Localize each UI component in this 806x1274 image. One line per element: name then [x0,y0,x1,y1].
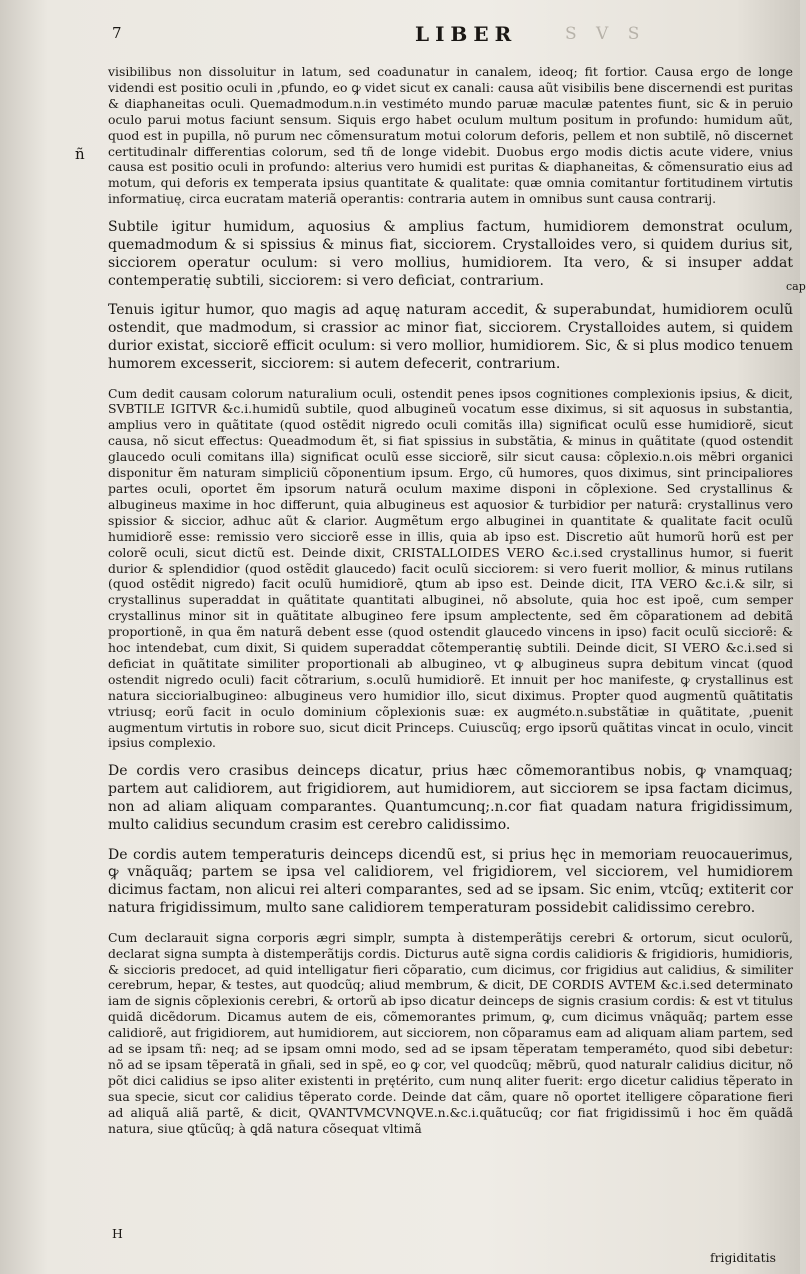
text-block [108,58,793,1208]
folio-number: 7 [112,24,122,42]
running-title: LIBER [415,22,518,46]
paragraph-text-2: Tenuis igitur humor, quo magis ad aquę naturam accedit, & superabundat, humidiorem oculũ ostendit, que madmodum, si crassior ac minor fiat, sicciorem. Crystalloides autem, si quidem durior existat, sicciorẽ efficit oculum: si vero mollior, humidiorem. Sic, & si plus modico tenuem humorem excesserit, sicciorem: si autem defecerit, contrarium. [108,302,793,372]
signature-mark: H [112,1226,123,1241]
paragraph-commentary-1: visibilibus non dissoluitur in latum, sed coadunatur in canalem, ideoq; fit fortior. Causa ergo de longe videndi est positio oculi in ,pfundo, eo ꝙ videt sicut ex canali: causa aũt visibilis bene discernendi est puritas & diaphaneitas oculi. Quemadmodum.n.in vestiméto mundo paruæ maculæ patentes fiunt, sic & in peruio oculo parui motus faciunt sensum. Siquis ergo habet oculum multum positum in profundo: humidum aũt, quod est in pupilla, nõ purum nec cõmensuratum motui colorum deforis, pellem et non subtilẽ, nõ discernet certitudinalr differentias colorum, sed tñ de longe videbit. Duobus ergo modis dictis acute videre, vnius causa est positio oculi in profundo: alterius vero humidi est puritas & diaphaneitas, & cõmensuratio eius ad motum, qui deforis ex temperata ipsius quantitate & qualitate: quæ omnia comitantur fortitudinem virtutis informatiuę, circa eucratam materiã operantis: contraria autem in omnibus sunt causa contrarij. [108,64,793,207]
margin-mark-left: ñ [75,145,85,163]
margin-note-right: cap [786,280,806,293]
running-header [0,22,800,52]
paragraph-text-1: Subtile igitur humidum, aquosius & amplius factum, humidiorem demonstrat oculum, quemadmodum & si spissius & minus fiat, sicciorem. Crystalloides vero, si quidem durius sit, sicciorem operatur oculum: si vero mollius, humidiorem. Ita vero, & si insuper addat contemperatię subtili, sicciorem: si vero deficiat, contrarium. [108,219,793,289]
paragraph-text-4: De cordis autem temperaturis deinceps dicendũ est, si prius hęc in memoriam reuocauerimus, ꝙ vnãquãq; partem se ipsa vel calidiorem, vel frigidiorem, vel sicciorem, vel humidiorem dicimus factam, non alicui rei alteri comparantes, sed ad se ipsam. Sic enim, vtcũq; extiterit cor natura frigidissimum, multo sane calidiorem temperaturam possidebit calidissimo cerebro. [108,846,793,916]
paragraph-text-3: De cordis vero crasibus deinceps dicatur, prius hæc cõmemorantibus nobis, ꝙ vnamquaq; partem aut calidiorem, aut frigidiorem, aut humidiorem, aut sicciorem se ipsa factam dicimus, non ad aliam aliquam comparantes. Quantumcunq;.n.cor fiat quadam natura frigidissimum, multo calidius secundum crasim est cerebro calidissimo. [108,763,793,833]
paragraph-commentary-3: Cum declarauit signa corporis ægri simplr, sumpta à distemperãtijs cerebri & ortorum, sicut oculorũ, declarat signa sumpta à distemperãtijs cordis. Dicturus autẽ signa cordis calidioris & frigidioris, humidioris, & siccioris predocet, ad quid intelligatur fieri cõparatio, cum dicimus, cor frigidius aut calidius, & similiter cerebrum, hepar, & testes, aut quodcũq; aliud membrum, & dicit, DE CORDIS AVTEM &c.i.sed determinato iam de signis cõplexionis cerebri, & ortorũ ab ipso dicatur deinceps de signis crasium cordis: & est vt titulus quidã dicẽdorum. Dicamus autem de eis, cõmemorantes primum, ꝙ, cum dicimus vnãquãq; partem esse calidiorẽ, aut frigidiorem, aut humidiorem, aut sicciorem, non cõparamus eam ad aliquam aliam partem, sed ad se ipsam tñ: neq; ad se ipsam omni modo, sed ad se ipsam tẽperatam temperaméto, quod sibi debetur: nõ ad se ipsam tẽperatã in gñali, sed in spẽ, eo ꝙ cor, vel quodcũq; mẽbrũ, quod naturalr calidius dicitur, nõ põt dici calidius se ipso aliter existenti in prętérito, cum nunq aliter fuerit: ergo dicetur calidius tẽperato in sua specie, sicut cor calidius tẽperato corde. Deinde dat cãm, quare nõ oportet itelligere cõparatione fieri ad aliquã aliã partẽ, & dicit, QVANTVMCVNQVE.n.&c.i.quãtucũq; cor fiat frigidissimũ i hoc ẽm quãdã natura, siue ꝗtũcũq; à ꝗdã natura cõsequat vltimã [108,929,793,1136]
paragraph-commentary-2: Cum dedit causam colorum naturalium oculi, ostendit penes ipsos cognitiones complexionis ipsius, & dicit, SVBTILE IGITVR &c.i.humidũ subtile, quod albugineũ vocatum esse diximus, si sit aquosus in substantia, amplius vero in quãtitate (quod ostẽdit nigredo oculi comitãs illa) significat oculũ esse humidiorẽ, sicut causa, nõ sicut effectus: Queadmodum ẽt, si fiat spissius in substãtia, & minus in quãtitate (quod ostendit glaucedo oculi comitans illa) significat oculũ esse sicciorẽ, silr sicut causa: cõplexio.n.ois mẽbri organici disponitur ẽm naturam simpliciũ cõponentium ipsum. Ergo, cũ humores, quos diximus, sint principaliores partes oculi, oportet ẽm ipsorum naturã oculum maxime disponi in cõplexione. Sed crystallinus & albugineus maxime in hoc differunt, quia albugineus est aquosior & turbidior per naturã: crystallinus vero spissior & siccior, adhuc aũt & clarior. Augmẽtum ergo albuginei in quantitate & qualitate facit oculũ humidiorẽ esse: remissio vero sicciorẽ esse in illis, quia ab ipso est. Discretio aũt humorũ horũ est per colorẽ oculi, sicut dictũ est. Deinde dixit, CRISTALLOIDES VERO &c.i.sed crystallinus humor, si fuerit durior & splendidior (quod ostẽdit glaucedo) facit oculũ sicciorem: si vero fuerit mollior, & minus rutilans (quod ostẽdit nigredo) facit oculũ humidiorẽ, ꝗtum ab ipso est. Deinde dicit, ITA VERO &c.i.& silr, si crystallinus superaddat in quãtitate quantitati albuginei, nõ absolute, quia hoc est ipoẽ, cum semper crystallinus minor sit in quãtitate albugineo fere ipsum amplectente, sed ẽm cõparationem ad debitã proportionẽ, in qua ẽm naturã debent esse (quod ostendit glaucedo vincens in ipso) facit oculũ sicciorẽ: & hoc intendebat, cum dixit, Si quidem superaddat cõtemperantię subtili. Deinde dicit, SI VERO &c.i.sed si deficiat in quãtitate similiter proportionali ab albugineo, vt ꝙ albugineus supra debitum vincat (quod ostendit nigredo oculi) facit cõtrarium, s.oculũ humidiorẽ. Et innuit per hoc manifeste, ꝙ crystallinus est natura sicciorialbugineo: albugineus vero humidior illo, sicut diximus. Propter quod augmentũ quãtitatis vtriusq; eorũ facit in oculo dominium cõplexionis suæ: ex augméto.n.substãtiæ in quãtitate, ,puenit augmentum virtutis in robore suo, sicut dicit Princeps. Cuiuscũq; ergo ipsorũ quãtitas vincat in oculo, vincit ipsius complexio. [108,385,793,751]
bleed-through-title: S V S [565,24,647,44]
page-footer [0,1222,800,1272]
catchword: frigiditatis [710,1250,776,1265]
